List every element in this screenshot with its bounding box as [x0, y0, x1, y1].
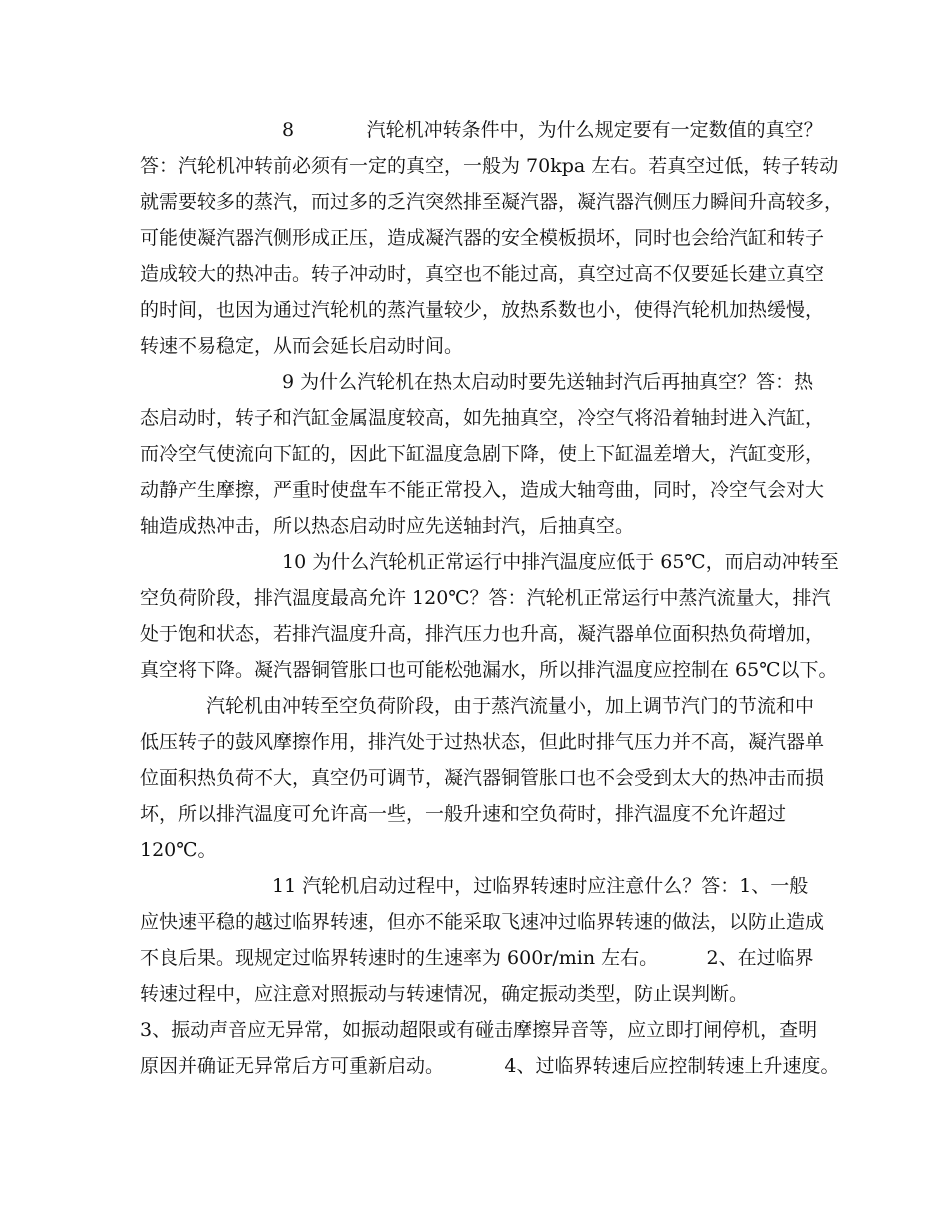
- text-line: 坏，所以排汽温度可允许高一些，一般升速和空负荷时，排汽温度不允许超过: [140, 803, 787, 825]
- text-line: 位面积热负荷不大，真空仍可调节，凝汽器铜管胀口也不会受到太大的热冲击而损: [140, 767, 825, 789]
- text-line: 造成较大的热冲击。转子冲动时，真空也不能过高，真空过高不仅要延长建立真空: [140, 263, 825, 285]
- text-line: 低压转子的鼓风摩擦作用，排汽处于过热状态，但此时排气压力并不高，凝汽器单: [140, 731, 825, 753]
- text-line: 120℃。: [140, 839, 217, 861]
- text-line: 动静产生摩擦，严重时使盘车不能正常投入，造成大轴弯曲，同时，冷空气会对大: [140, 479, 825, 501]
- text-line: 答：汽轮机冲转前必须有一定的真空，一般为 70kpa 左右。若真空过低，转子转动: [140, 155, 839, 177]
- text-line: 处于饱和状态，若排汽温度升高，排汽压力也升高，凝汽器单位面积热负荷增加，: [140, 623, 825, 645]
- text-line: 转速不易稳定，从而会延长启动时间。: [140, 335, 464, 357]
- text-line: 态启动时，转子和汽缸金属温度较高，如先抽真空，冷空气将沿着轴封进入汽缸，: [140, 407, 825, 429]
- text-line: 可能使凝汽器汽侧形成正压，造成凝汽器的安全模板损坏，同时也会给汽缸和转子: [140, 227, 825, 249]
- text-line: 就需要较多的蒸汽，而过多的乏汽突然排至凝汽器，凝汽器汽侧压力瞬间升高较多，: [140, 191, 844, 213]
- text-line: 空负荷阶段，排汽温度最高允许 120℃？答：汽轮机正常运行中蒸汽流量大，排汽: [140, 587, 831, 609]
- text-line: 3、振动声音应无异常，如振动超限或有碰击摩擦异音等，应立即打闸停机，查明: [140, 1019, 818, 1041]
- text-line: 轴造成热冲击，所以热态启动时应先送轴封汽，后抽真空。: [140, 515, 635, 537]
- text-line: 不良后果。现规定过临界转速时的生速率为 600r/min 左右。 2、在过临界: [140, 947, 814, 969]
- question-11-heading: 11 汽轮机启动过程中，过临界转速时应注意什么？答：1、一般: [272, 875, 809, 897]
- text-line: 而冷空气使流向下缸的，因此下缸温度急剧下降，使上下缸温差增大，汽缸变形，: [140, 443, 825, 465]
- text-line: 转速过程中，应注意对照振动与转速情况，确定振动类型，防止误判断。: [140, 983, 749, 1005]
- question-8-heading: 8 汽轮机冲转条件中，为什么规定要有一定数值的真空？: [282, 119, 823, 141]
- text-line: 的时间，也因为通过汽轮机的蒸汽量较少，放热系数也小，使得汽轮机加热缓慢，: [140, 299, 825, 321]
- question-10-heading: 10 为什么汽轮机正常运行中排汽温度应低于 65℃，而启动冲转至: [282, 551, 839, 573]
- text-line: 原因并确证无异常后方可重新启动。 4、过临界转速后应控制转速上升速度。: [140, 1055, 840, 1077]
- question-9-heading: 9 为什么汽轮机在热太启动时要先送轴封汽后再抽真空？答：热: [282, 371, 814, 393]
- text-line: 真空将下降。凝汽器铜管胀口也可能松弛漏水，所以排汽温度应控制在 65℃以下。: [140, 659, 838, 681]
- text-line: 应快速平稳的越过临界转速，但亦不能采取飞速冲过临界转速的做法，以防止造成: [140, 911, 825, 933]
- paragraph-indented-line: 汽轮机由冲转至空负荷阶段，由于蒸汽流量小，加上调节汽门的节流和中: [206, 695, 815, 717]
